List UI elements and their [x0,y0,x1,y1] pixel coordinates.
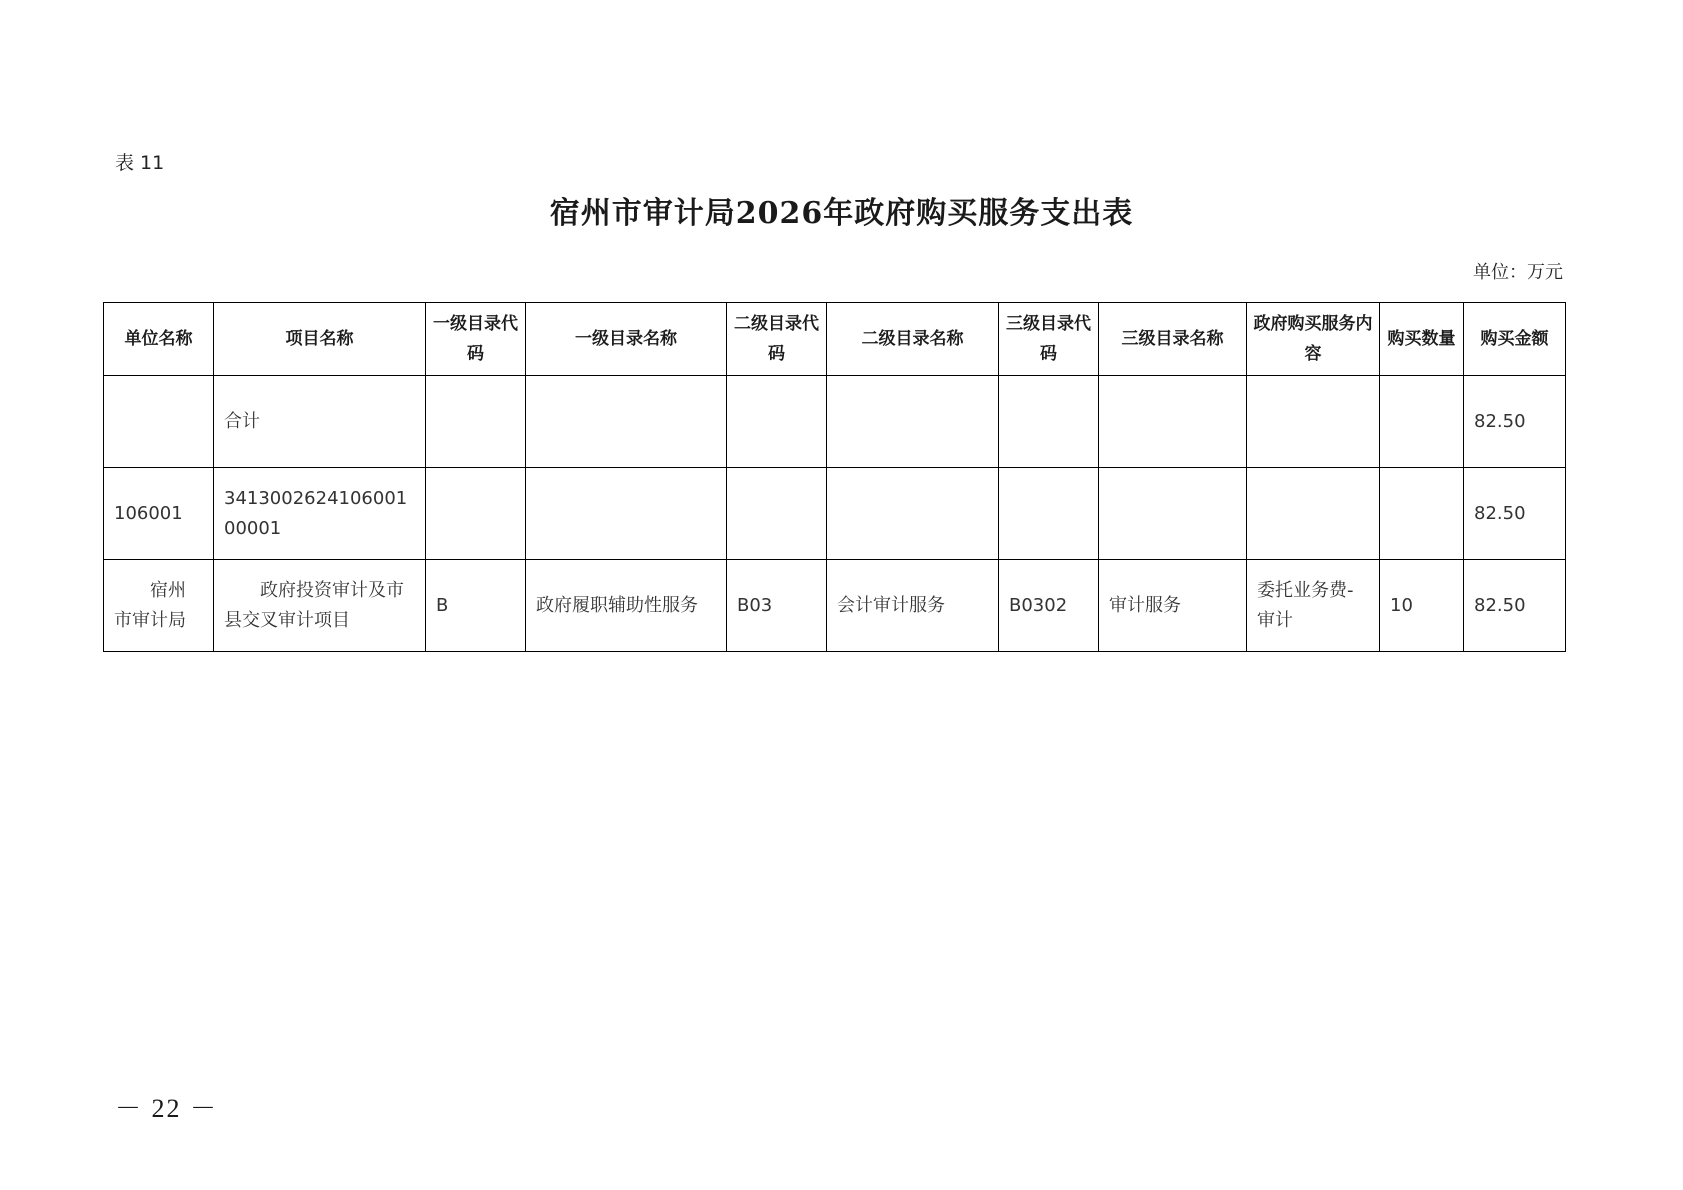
column-header: 一级目录名称 [526,303,727,376]
table-cell [1099,376,1247,468]
table-cell [1247,376,1380,468]
table-cell: B [426,560,526,652]
table-cell [426,468,526,560]
page-title: 宿州市审计局2026年政府购买服务支出表 [549,196,1134,231]
table-cell [104,376,214,468]
table-cell: 82.50 [1464,376,1566,468]
table-cell: 82.50 [1464,468,1566,560]
column-header: 二级目录名称 [827,303,999,376]
table-cell: 341300262410600100001 [214,468,426,560]
table-cell: B0302 [999,560,1099,652]
table-cell [426,376,526,468]
table-row [104,560,1566,652]
column-header: 三级目录名称 [1099,303,1247,376]
table-cell: 政府投资审计及市县交叉审计项目 [214,560,426,652]
purchase-services-table [103,302,1566,652]
table-cell [999,468,1099,560]
table-cell [1247,468,1380,560]
table-cell: 会计审计服务 [827,560,999,652]
table-cell: B03 [727,560,827,652]
column-header: 单位名称 [104,303,214,376]
table-cell: 106001 [104,468,214,560]
table-cell [1380,468,1464,560]
column-header: 购买金额 [1464,303,1566,376]
page-number: － 22 － [115,1094,219,1123]
table-cell: 政府履职辅助性服务 [526,560,727,652]
table-cell: 宿州市审计局 [104,560,214,652]
table-number: 表 11 [115,152,165,174]
table-cell [827,468,999,560]
column-header: 二级目录代码 [727,303,827,376]
table-cell: 审计服务 [1099,560,1247,652]
table-row-total [104,376,1566,468]
table-cell [999,376,1099,468]
table-cell [727,468,827,560]
table-cell: 合计 [214,376,426,468]
table-header-row [104,303,1566,376]
table-row [104,468,1566,560]
column-header: 三级目录代码 [999,303,1099,376]
table-cell [727,376,827,468]
column-header: 政府购买服务内容 [1247,303,1380,376]
table-cell [526,468,727,560]
table-cell [827,376,999,468]
column-header: 购买数量 [1380,303,1464,376]
column-header: 项目名称 [214,303,426,376]
table-cell [1380,376,1464,468]
table-cell: 10 [1380,560,1464,652]
table-cell [526,376,727,468]
column-header: 一级目录代码 [426,303,526,376]
table-cell: 82.50 [1464,560,1566,652]
table-cell: 委托业务费-审计 [1247,560,1380,652]
unit-label: 单位：万元 [1473,262,1563,283]
table-cell [1099,468,1247,560]
